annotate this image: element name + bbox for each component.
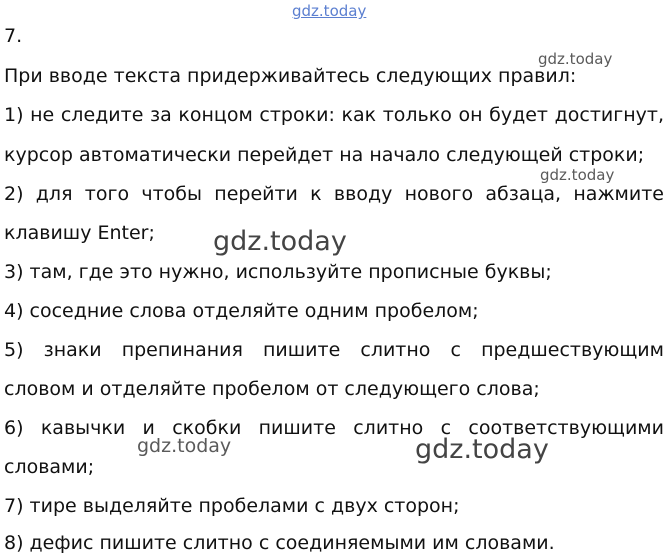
- watermark: gdz.today: [540, 166, 615, 184]
- watermark: gdz.today: [415, 434, 549, 465]
- rule-6-line-2: словами;: [4, 456, 95, 478]
- task-number: 7.: [4, 25, 23, 47]
- rule-5-line-2: словом и отделяйте пробелом от следующего слова;: [4, 378, 540, 400]
- watermark: gdz.today: [137, 435, 232, 457]
- watermark: gdz.today: [538, 50, 613, 68]
- rule-4: 4) соседние слова отделяйте одним пробелом;: [4, 300, 479, 322]
- rule-8: 8) дефис пишите слитно с соединяемыми им словами.: [4, 532, 555, 554]
- rule-7: 7) тире выделяйте пробелами с двух сторон;: [4, 495, 460, 517]
- rule-2-line-1: 2) для того чтобы перейти к вводу нового абзаца, нажмите: [4, 183, 664, 205]
- watermark: gdz.today: [213, 226, 347, 257]
- rule-2-line-2: клавишу Enter;: [4, 222, 155, 244]
- watermark-top: gdz.today: [292, 2, 367, 20]
- intro-text: При вводе текста придерживайтесь следующих правил:: [4, 65, 577, 87]
- rule-6-line-1: 6) кавычки и скобки пишите слитно с соответствующими: [4, 417, 664, 439]
- rule-1-line-2: курсор автоматически перейдет на начало следующей строки;: [4, 144, 645, 166]
- rule-1-line-1: 1) не следите за концом строки: как только он будет достигнут,: [4, 104, 664, 126]
- rule-5-line-1: 5) знаки препинания пишите слитно с предшествующим: [4, 339, 664, 361]
- rule-3: 3) там, где это нужно, используйте прописные буквы;: [4, 261, 552, 283]
